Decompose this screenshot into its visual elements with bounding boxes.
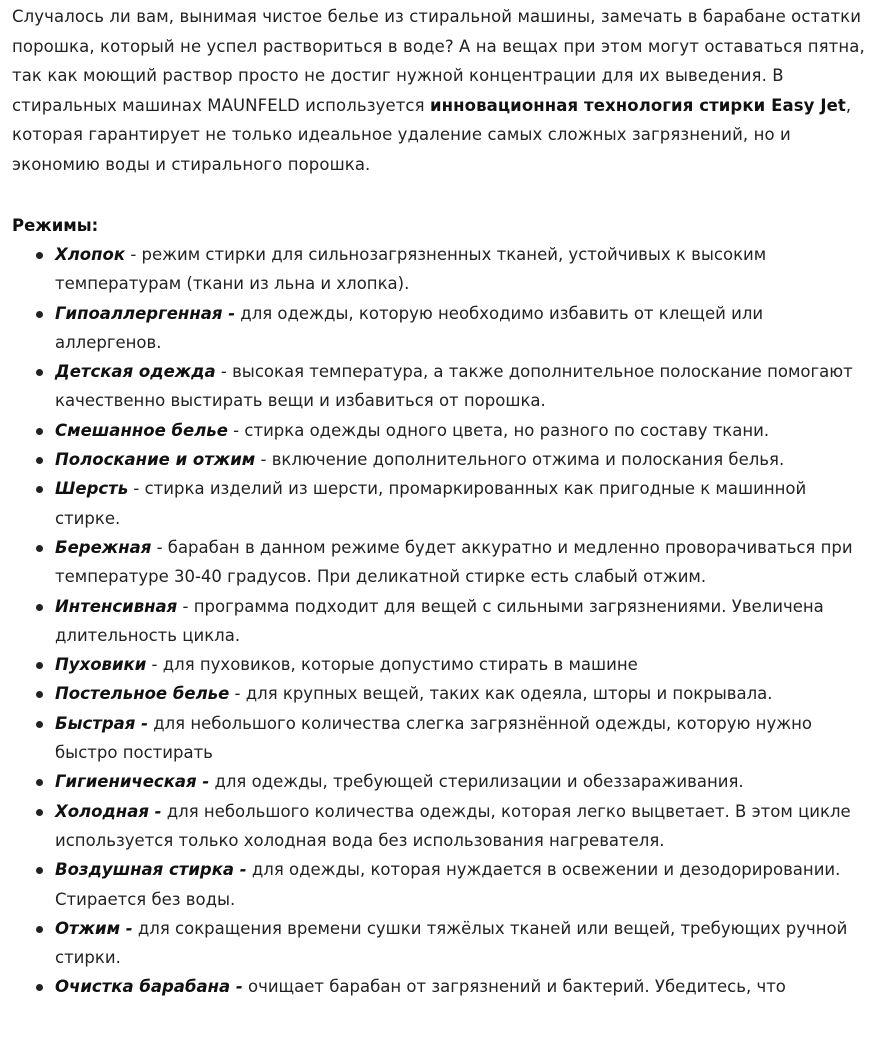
bullet-icon: [36, 428, 43, 435]
mode-name: Холодная -: [55, 801, 162, 821]
list-item: [36, 797, 870, 856]
intro-highlight: инновационная технология стирки Easy Jet: [429, 95, 846, 115]
mode-description: - программа подходит для вещей с сильными загрязнениями. Увеличена длительность цикла.: [55, 596, 824, 645]
modes-list: [12, 240, 870, 1002]
list-item: [36, 357, 870, 416]
list-item: [36, 299, 870, 358]
bullet-icon: [36, 867, 43, 874]
bullet-icon: [36, 691, 43, 698]
list-item: [36, 533, 870, 592]
mode-name: Шерсть: [55, 479, 129, 499]
list-item: [36, 709, 870, 768]
mode-name: Очистка барабана -: [55, 977, 243, 997]
mode-name: Бережная: [55, 537, 152, 557]
bullet-icon: [36, 662, 43, 669]
bullet-icon: [36, 809, 43, 816]
modes-heading: Режимы:: [12, 216, 99, 235]
mode-description: для небольшого количества одежды, которая легко выцветает. В этом цикле используется только холодная вода без использования нагревателя.: [55, 801, 851, 850]
list-item: [36, 474, 870, 533]
mode-name: Хлопок: [55, 245, 126, 264]
mode-name: Детская одежда: [55, 362, 216, 382]
mode-name: Интенсивная: [55, 596, 178, 616]
bullet-icon: [36, 984, 43, 991]
mode-name: Пуховики: [55, 655, 147, 675]
list-item: [36, 650, 870, 679]
list-item: [36, 767, 870, 796]
list-item: [36, 445, 870, 474]
bullet-icon: [36, 545, 43, 552]
mode-description: - высокая температура, а также дополнительное полоскание помогают качественно выстирать вещи и избавиться от порошка.: [55, 362, 853, 411]
bullet-icon: [36, 486, 43, 493]
mode-name: Воздушная стирка -: [55, 860, 247, 880]
mode-name: Гигиеническая -: [55, 772, 210, 792]
bullet-icon: [36, 604, 43, 611]
mode-name: Гипоаллергенная -: [55, 303, 236, 323]
bullet-icon: [36, 721, 43, 728]
list-item: [36, 240, 870, 299]
bullet-icon: [36, 252, 43, 259]
mode-name: Смешанное белье: [55, 420, 228, 440]
bullet-icon: [36, 779, 43, 786]
intro-text-end: , которая гарантирует не только идеальное удаление самых сложных загрязнений, но и экономию воды и стирального порошка.: [12, 95, 852, 174]
mode-name: Отжим -: [55, 918, 133, 938]
mode-description: - для крупных вещей, таких как одеяла, шторы и покрывала.: [229, 684, 773, 704]
mode-description: - барабан в данном режиме будет аккуратно и медленно проворачиваться при температуре 30-40 градусов. При деликатной стирке есть слабый отжим.: [55, 537, 853, 587]
list-item: [36, 416, 870, 445]
mode-name: Быстрая -: [55, 713, 148, 733]
list-item: [36, 855, 870, 914]
mode-description: - включение дополнительного отжима и полоскания белья.: [255, 450, 785, 470]
mode-description: - режим стирки для сильнозагрязненных тканей, устойчивых к высоким температурам (ткани из льна и хлопка).: [55, 245, 767, 294]
bullet-icon: [36, 926, 43, 933]
mode-description: для одежды, которая нуждается в освежении и дезодорировании. Стирается без воды.: [55, 860, 841, 909]
mode-description: - для пуховиков, которые допустимо стирать в машине: [146, 655, 638, 675]
mode-description: - стирка изделий из шерсти, промаркированных как пригодные к машинной стирке.: [55, 479, 807, 528]
mode-description: - стирка одежды одного цвета, но разного по составу ткани.: [227, 420, 770, 440]
list-item: [36, 972, 870, 1001]
mode-name: Постельное белье: [55, 684, 230, 704]
intro-paragraph: [12, 2, 870, 179]
list-item: [36, 679, 870, 708]
list-item: [36, 592, 870, 651]
mode-description: для сокращения времени сушки тяжёлых тканей или вещей, требующих ручной стирки.: [55, 918, 848, 968]
bullet-icon: [36, 457, 43, 464]
list-item: [36, 914, 870, 973]
mode-name: Полоскание и отжим: [55, 450, 256, 470]
mode-description: для небольшого количества слегка загрязнённой одежды, которую нужно быстро постирать: [55, 713, 812, 763]
bullet-icon: [36, 311, 43, 318]
mode-description: очищает барабан от загрязнений и бактерий. Убедитесь, что: [242, 977, 786, 997]
intro-text-start: Случалось ли вам, вынимая чистое белье из стиральной машины, замечать в барабане остатки порошка, который не успел раствориться в воде? А на вещах при этом могут оставаться пятна, так как моющий раствор просто не достиг нужной концентрации для их выведения. В стиральных машинах MAUNFELD используется: [12, 7, 865, 115]
mode-description: для одежды, требующей стерилизации и обеззараживания.: [209, 772, 744, 792]
mode-description: для одежды, которую необходимо избавить от клещей или аллергенов.: [55, 303, 764, 352]
bullet-icon: [36, 369, 43, 376]
